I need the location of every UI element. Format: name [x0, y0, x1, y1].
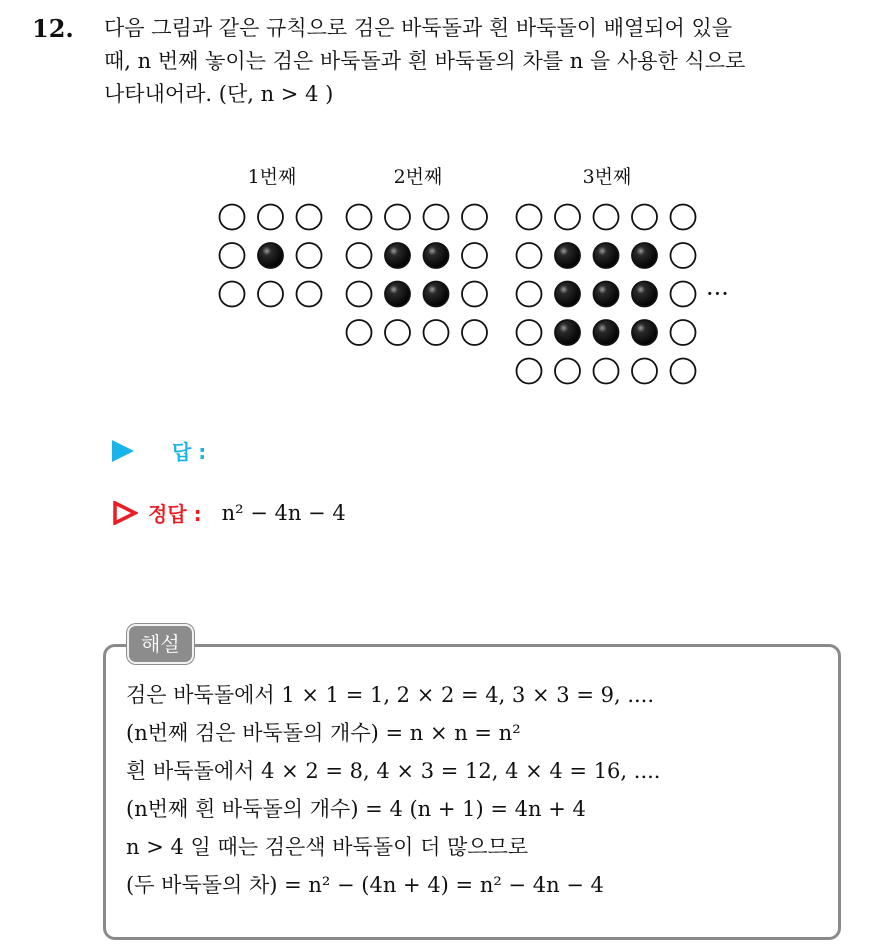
- white-stone: [424, 320, 449, 345]
- question-number: 12.: [32, 14, 74, 43]
- white-stone: [462, 243, 487, 268]
- white-stone: [517, 359, 542, 384]
- figure-label-2: 2번째: [393, 166, 443, 188]
- white-stone: [671, 205, 696, 230]
- answer-label: 답 :: [172, 440, 207, 464]
- white-stone: [517, 205, 542, 230]
- white-stone: [220, 205, 245, 230]
- white-stone: [297, 282, 322, 307]
- play-triangle-icon: [112, 440, 134, 462]
- black-stone: [632, 320, 657, 345]
- correct-answer-value: n² − 4n − 4: [221, 500, 346, 525]
- black-stone: [632, 243, 657, 268]
- solution-line-5: n > 4 일 때는 검은색 바둑돌이 더 많으므로: [126, 835, 529, 859]
- white-stone: [594, 205, 619, 230]
- white-stone: [632, 359, 657, 384]
- white-stone: [347, 243, 372, 268]
- stones-svg: [0, 0, 884, 400]
- black-stone: [424, 243, 449, 268]
- white-stone: [385, 320, 410, 345]
- black-stone: [632, 282, 657, 307]
- white-stone: [424, 205, 449, 230]
- black-stone: [555, 320, 580, 345]
- solution-text: [126, 676, 826, 904]
- white-stone: [347, 205, 372, 230]
- white-stone: [517, 320, 542, 345]
- stone-layer: [220, 205, 696, 384]
- black-stone: [258, 243, 283, 268]
- white-stone: [220, 282, 245, 307]
- answer-row: [112, 436, 206, 465]
- white-stone: [517, 282, 542, 307]
- white-stone: [297, 243, 322, 268]
- white-stone: [671, 243, 696, 268]
- figure-ellipsis: ···: [706, 280, 729, 308]
- correct-answer-row: [112, 498, 346, 527]
- black-stone: [385, 243, 410, 268]
- white-stone: [671, 359, 696, 384]
- white-stone: [297, 205, 322, 230]
- white-stone: [671, 320, 696, 345]
- white-stone: [517, 243, 542, 268]
- white-stone: [632, 205, 657, 230]
- black-stone: [555, 282, 580, 307]
- figure-label-3: 3번째: [582, 166, 632, 188]
- white-stone: [462, 205, 487, 230]
- question-line-1: 다음 그림과 같은 규칙으로 검은 바둑돌과 흰 바둑돌이 배열되어 있을: [104, 16, 733, 40]
- white-stone: [462, 320, 487, 345]
- question-line-3: 나타내어라. (단, n > 4 ): [104, 82, 334, 106]
- white-stone: [258, 205, 283, 230]
- solution-line-3: 흰 바둑돌에서 4 × 2 = 8, 4 × 3 = 12, 4 × 4 = 16, ....: [126, 759, 661, 783]
- question-line-2: 때, n 번째 놓이는 검은 바둑돌과 흰 바둑돌의 차를 n 을 사용한 식으로: [104, 49, 746, 73]
- white-stone: [594, 359, 619, 384]
- white-stone: [385, 205, 410, 230]
- white-stone: [220, 243, 245, 268]
- black-stone: [424, 282, 449, 307]
- black-stone: [385, 282, 410, 307]
- black-stone: [594, 320, 619, 345]
- solution-line-2: (n번째 검은 바둑돌의 개수) = n × n = n²: [126, 721, 521, 745]
- white-stone: [555, 359, 580, 384]
- white-stone: [671, 282, 696, 307]
- solution-tag: 해설: [127, 624, 194, 664]
- white-stone: [347, 282, 372, 307]
- black-stone: [594, 243, 619, 268]
- figure-label-1: 1번째: [247, 166, 297, 188]
- white-stone: [347, 320, 372, 345]
- white-stone: [462, 282, 487, 307]
- open-triangle-icon: [112, 501, 138, 525]
- solution-line-6: (두 바둑돌의 차) = n² − (4n + 4) = n² − 4n − 4: [126, 873, 604, 897]
- stone-pattern-figure: [0, 0, 884, 400]
- black-stone: [555, 243, 580, 268]
- solution-line-4: (n번째 흰 바둑돌의 개수) = 4 (n + 1) = 4n + 4: [126, 797, 586, 821]
- black-stone: [594, 282, 619, 307]
- correct-answer-label: 정답 :: [148, 502, 202, 526]
- white-stone: [258, 282, 283, 307]
- solution-line-1: 검은 바둑돌에서 1 × 1 = 1, 2 × 2 = 4, 3 × 3 = 9, ....: [126, 683, 655, 707]
- white-stone: [555, 205, 580, 230]
